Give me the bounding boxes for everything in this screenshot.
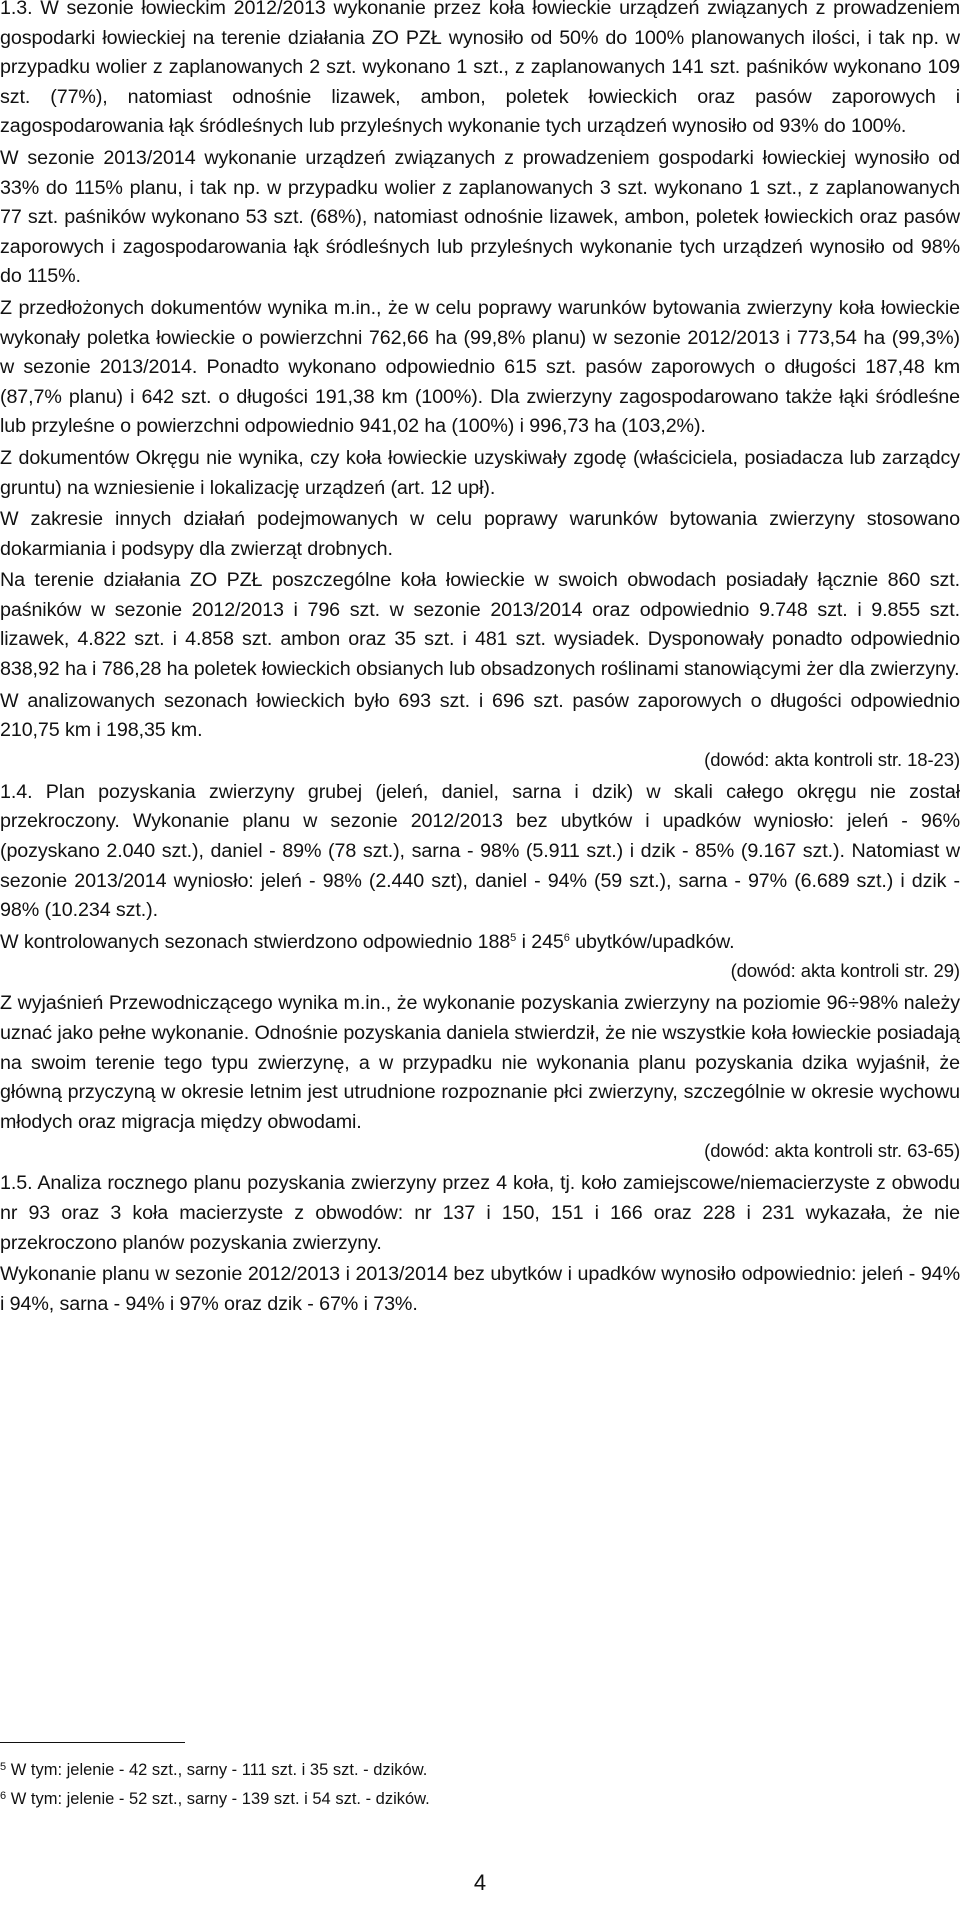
footnote-separator: [0, 1742, 185, 1743]
footnote-text: W tym: jelenie - 52 szt., sarny - 139 szt. i 54 szt. - dzików.: [6, 1790, 430, 1808]
footnotes: [0, 1758, 960, 1816]
paragraph-1-3-devices-2012: 1.3. W sezonie łowieckim 2012/2013 wykonanie przez koła łowieckie urządzeń związanych z prowadzeniem gospodarki łowieckiej na terenie działania ZO PZŁ wynosiło od 50% do 100% planowanych ilości, i tak np. w przypadku wolier z zaplanowanych 2 szt. wykonano 1 szt., z zaplanowanych 141 szt. paśników wykonano 109 szt. (77%), natomiast odnośnie lizawek, ambon, poletek łowieckich oraz pasów zaporowych i zagospodarowania łąk śródleśnych lub przyleśnych wykonanie tych urządzeń wynosiło od 93% do 100%.: [0, 0, 960, 138]
paragraph-devices-2013: W sezonie 2013/2014 wykonanie urządzeń związanych z prowadzeniem gospodarki łowieckiej wynosiło od 33% do 115% planu, i tak np. w przypadku wolier z zaplanowanych 3 szt. wykonano 1 szt., z zaplanowanych 77 szt. paśników wykonano 53 szt. (68%), natomiast odnośnie lizawek, ambon, poletek łowieckich oraz pasów zaporowych i zagospodarowania łąk śródleśnych lub przyleśnych wykonanie tych urządzeń wynosiło od 98% do 115%.: [0, 146, 960, 288]
paragraph-habitat-improvement: Z przedłożonych dokumentów wynika m.in., że w celu poprawy warunków bytowania zwierzyny koła łowieckie wykonały poletka łowieckie o powierzchni 762,66 ha (99,8% planu) w sezonie 2012/2013 i 773,54 ha (99,3%) w sezonie 2013/2014. Ponadto wykonano odpowiednio 615 szt. pasów zaporowych o długości 187,48 km (87,7% planu) i 642 szt. o długości 191,38 km (100%). Dla zwierzyny zagospodarowano także łąki śródleśne lub przyleśne o powierzchni odpowiednio 941,02 ha (100%) i 996,73 ha (103,2%).: [0, 296, 960, 438]
evidence-note: (dowód: akta kontroli str. 18-23): [704, 748, 960, 770]
footnote-number: 6: [0, 1790, 7, 1802]
paragraph-chairman-explanation: Z wyjaśnień Przewodniczącego wynika m.in., że wykonanie pozyskania zwierzyny na poziomie 96÷98% należy uznać jako pełne wykonanie. Odnośnie pozyskania daniela stwierdził, że nie wszystkie koła łowieckie posiadają na swoim terenie tego typu zwierzynę, a w przypadku nie wykonania planu pozyskania dzika wyjaśnił, że główną przyczyną w okresie letnim jest utrudnione rozpoznanie płci zwierzyny, szczególnie w okresie wychowu młodych oraz migracja między obwodami.: [0, 992, 960, 1133]
footnote-number: 5: [0, 1761, 7, 1773]
losses-text-middle: i 245: [516, 930, 564, 953]
losses-text-before: W kontrolowanych sezonach stwierdzono odpowiednio 188: [0, 930, 511, 953]
footnote-5: [0, 1758, 960, 1782]
paragraph-1-4-harvest-plan: 1.4. Plan pozyskania zwierzyny grubej (jeleń, daniel, sarna i dzik) w skali całego okręgu nie został przekroczony. Wykonanie planu w sezonie 2012/2013 bez ubytków i upadków wyniosło: jeleń - 96% (pozyskano 2.040 szt.), daniel - 89% (78 szt.), sarna - 98% (5.911 szt.) i dzik - 85% (9.167 szt.). Natomiast w sezonie 2013/2014 wyniosło: jeleń - 98% (2.440 szt), daniel - 94% (59 szt.), sarna - 97% (6.689 szt.) i dzik - 98% (10.234 szt.).: [0, 780, 960, 922]
footnote-text: W tym: jelenie - 42 szt., sarny - 111 szt. i 35 szt. - dzików.: [6, 1761, 428, 1779]
paragraph-consent: Z dokumentów Okręgu nie wynika, czy koła łowieckie uzyskiwały zgodę (właściciela, posiadacza lub zarządcy gruntu) na wzniesienie i lokalizację urządzeń (art. 12 upł).: [0, 446, 960, 499]
evidence-note: (dowód: akta kontroli str. 63-65): [704, 1140, 960, 1162]
paragraph-plan-execution: Wykonanie planu w sezonie 2012/2013 i 2013/2014 bez ubytków i upadków wynosiło odpowiednio: jeleń - 94% i 94%, sarna - 94% i 97% oraz dzik - 67% i 73%.: [0, 1263, 960, 1315]
paragraph-1-5-annual-plan: 1.5. Analiza rocznego planu pozyskania zwierzyny przez 4 koła, tj. koło zamiejscowe/niemacierzyste z obwodu nr 93 oraz 3 koła macierzyste z obwodów: nr 137 i 150, 151 i 166 oraz 228 i 231 wykazała, że nie przekroczono planów pozyskania zwierzyny.: [0, 1172, 960, 1254]
footnote-ref-5[interactable]: 5: [510, 931, 517, 944]
losses-text-after: ubytków/upadków.: [569, 930, 735, 953]
paragraph-feeding: W zakresie innych działań podejmowanych w celu poprawy warunków bytowania zwierzyny stosowano dokarmiania i podsypy dla zwierząt drobnych.: [0, 508, 960, 560]
evidence-note: (dowód: akta kontroli str. 29): [730, 960, 960, 982]
footnote-ref-6[interactable]: 6: [563, 931, 570, 944]
paragraph-losses: [0, 928, 960, 958]
paragraph-equipment-totals: Na terenie działania ZO PZŁ poszczególne koła łowieckie w swoich obwodach posiadały łącznie 860 szt. paśników w sezonie 2012/2013 i 796 szt. w sezonie 2013/2014 oraz odpowiednio 9.748 szt. i 9.855 szt. lizawek, 4.822 szt. i 4.858 szt. ambon oraz 35 szt. i 481 szt. wysiadek. Dysponowały ponadto odpowiednio 838,92 ha i 786,28 ha poletek łowieckich obsianych lub obsadzonych roślinami stanowiącymi żer dla zwierzyny.: [0, 569, 960, 681]
page-number: 4: [473, 1870, 487, 1895]
footnote-6: [0, 1787, 960, 1811]
paragraph-firebreaks: W analizowanych sezonach łowieckich było 693 szt. i 696 szt. pasów zaporowych o długości odpowiednio 210,75 km i 198,35 km.: [0, 689, 960, 742]
